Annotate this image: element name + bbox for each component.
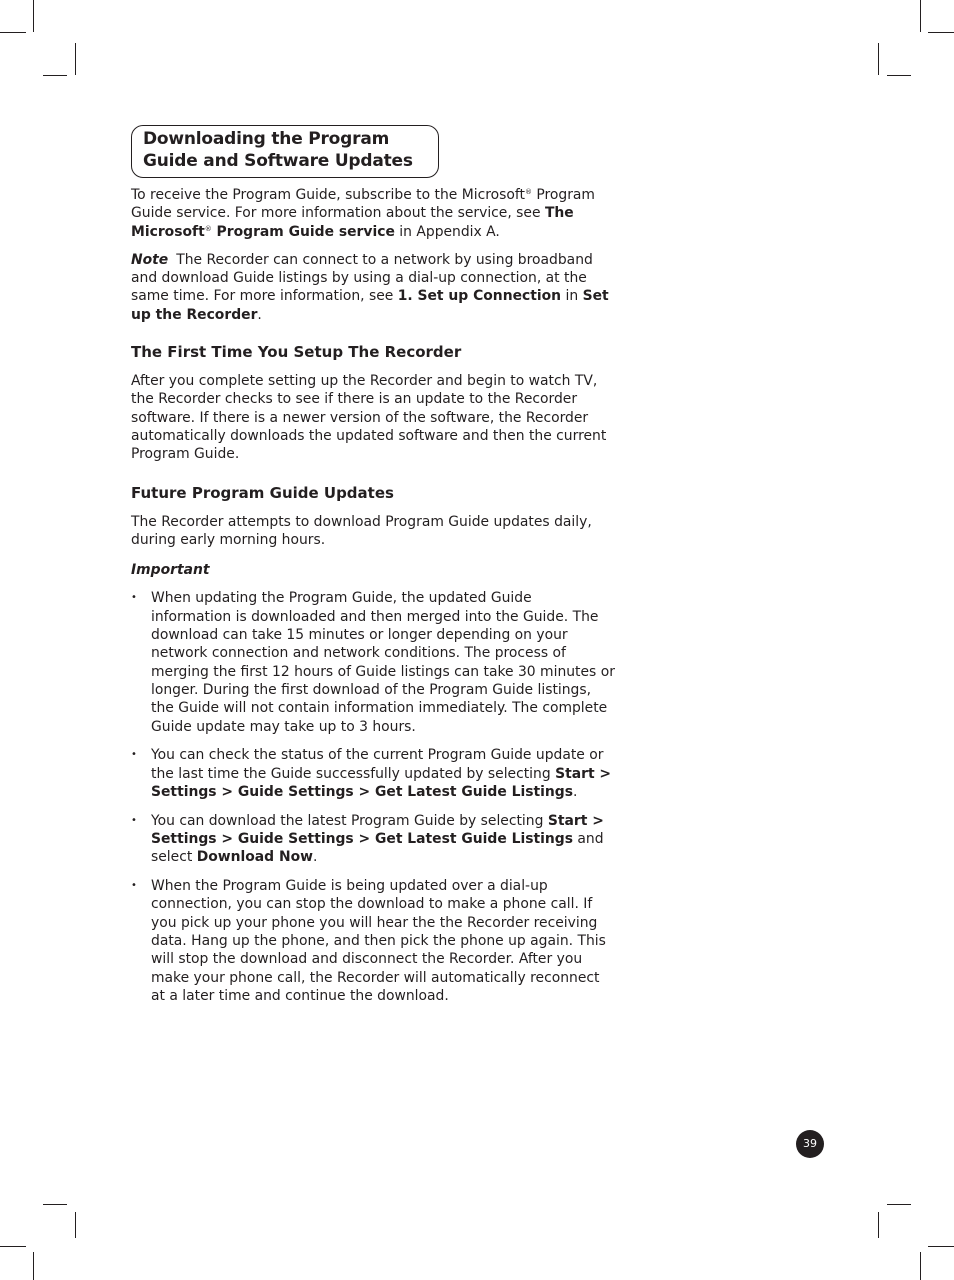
future-updates-paragraph: The Recorder attempts to download Program Guide updates daily, during early morning hours.	[131, 513, 592, 548]
crop-mark	[928, 1246, 954, 1247]
crop-mark	[43, 1204, 67, 1205]
crop-mark	[0, 1246, 26, 1247]
crop-mark	[75, 43, 76, 75]
bullet-icon: •	[131, 749, 137, 761]
crop-mark	[75, 1212, 76, 1238]
section-heading-first-time: The First Time You Setup The Recorder	[131, 343, 462, 362]
bullet-icon: •	[131, 592, 137, 604]
list-item: • You can check the status of the current Program Guide update or the last time the Guide successfully updated by selecting Start > Settings > Guide Settings > Get Latest Guide Listings.	[131, 747, 612, 800]
crop-mark	[920, 1252, 921, 1280]
crop-mark	[887, 1204, 911, 1205]
section-heading-future-updates: Future Program Guide Updates	[131, 483, 394, 502]
main-content	[131, 186, 615, 1016]
list-item: • You can download the latest Program Guide by selecting Start > Settings > Guide Settings > Get Latest Guide Listings and select Download Now.	[131, 812, 604, 866]
crop-mark	[878, 43, 879, 75]
first-time-paragraph: After you complete setting up the Recorder and begin to watch TV, the Recorder checks to see if there is an update to the Recorder software. If there is a newer version of the software, the Recorder automatically downloads the updated software and then the current Program Guide.	[131, 373, 607, 463]
list-item: • When updating the Program Guide, the updated Guide information is downloaded and then merged into the Guide. The download can take 15 minutes or longer depending on your network connection and network conditions. The process of merging the first 12 hours of Guide listings can take 30 minutes or longer. During the first download of the Program Guide listings, the Guide will not contain information immediately. The complete Guide update may take up to 3 hours.	[131, 590, 615, 735]
bullet-icon: •	[131, 814, 137, 826]
crop-mark	[928, 32, 954, 33]
crop-mark	[887, 75, 911, 76]
list-item: • When the Program Guide is being updated over a dial-up connection, you can stop the download to make a phone call. If you pick up your phone you will hear the the Recorder receiving data. Hang up the phone, and then pick the phone up again. This will stop the download and disconnect the Recorder. After you make your phone call, the Recorder will automatically reconnect at a later time and continue the download.	[131, 878, 606, 1004]
page-number-badge: 39	[796, 1130, 824, 1158]
bullet-icon: •	[131, 880, 137, 892]
crop-mark	[878, 1212, 879, 1238]
note-label: Note	[131, 251, 169, 268]
crop-mark	[0, 32, 26, 33]
intro-paragraph: To receive the Program Guide, subscribe to the Microsoft® Program Guide service. For more information about the service, see The Microsoft® Program Guide service in Appendix A.	[131, 187, 595, 240]
crop-mark	[33, 1252, 34, 1280]
note-paragraph: Note The Recorder can connect to a network by using broadband and download Guide listings by using a dial-up connection, at the same time. For more information, see 1. Set up Connection in Set up the Recorder.	[131, 251, 609, 323]
crop-mark	[43, 75, 67, 76]
page-title: Downloading the Program Guide and Software Updates	[143, 129, 413, 171]
section-title-box	[131, 125, 439, 178]
crop-mark	[920, 0, 921, 32]
important-label: Important	[131, 562, 210, 579]
important-bullet-list	[131, 589, 615, 1005]
crop-mark	[33, 0, 34, 32]
